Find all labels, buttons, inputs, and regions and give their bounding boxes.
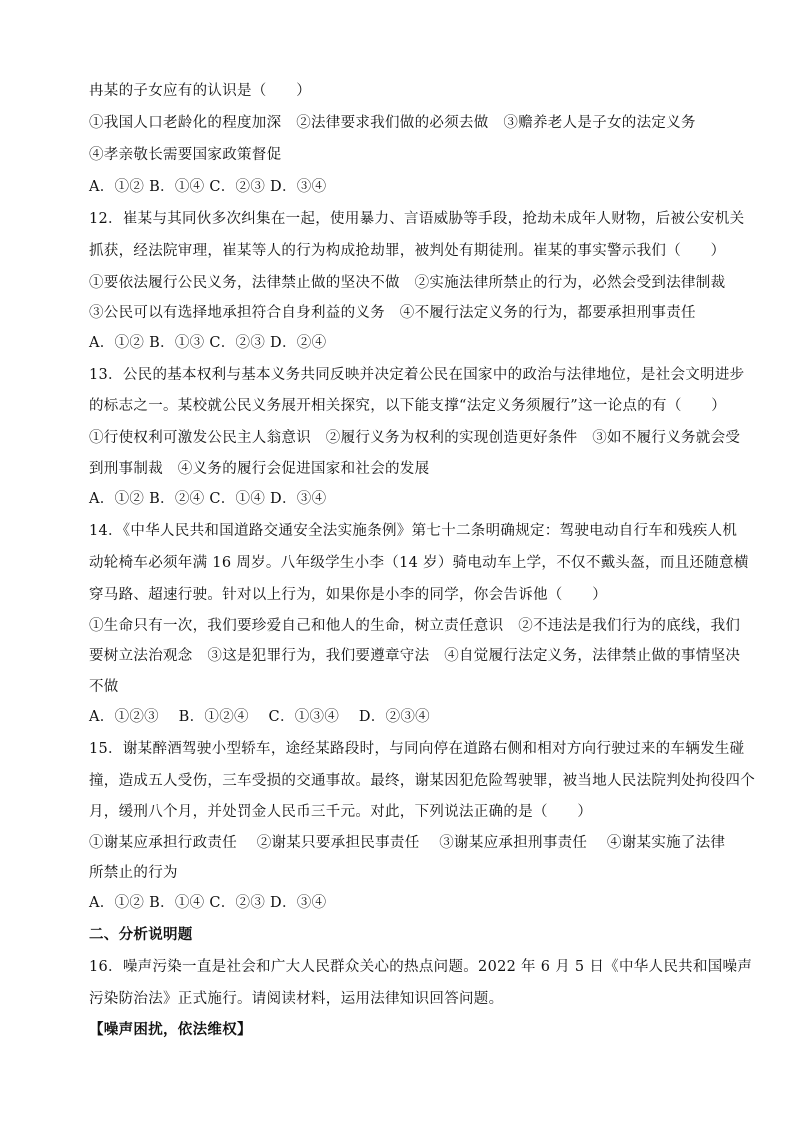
q12-stem-line-1: 12．崔某与其同伙多次纠集在一起，使用暴力、言语威胁等手段，抢劫未成年人财物，后被公安机关	[89, 211, 745, 227]
q11-stem-end: 冉某的子女应有的认识是（ ）	[89, 83, 311, 99]
q12-option-line-1: ①要依法履行公民义务，法律禁止做的坚决不做 ②实施法律所禁止的行为，必然会受到法律制裁	[89, 275, 726, 291]
q11-option-line-1: ①我国人口老龄化的程度加深 ②法律要求我们做的必须去做 ③赡养老人是子女的法定义务	[89, 115, 696, 131]
q11-option-line-2: ④孝亲敬长需要国家政策督促	[89, 147, 282, 163]
q13-option-line-1: ①行使权利可激发公民主人翁意识 ②履行义务为权利的实现创造更好条件 ③如不履行义务就会受	[89, 430, 741, 446]
q14-option-line-2: 要树立法治观念 ③这是犯罪行为，我们要遵章守法 ④自觉履行法定义务，法律禁止做的事情坚决	[89, 648, 741, 664]
q13-stem-line-2: 的标志之一。某校就公民义务展开相关探究，以下能支撑“法定义务须履行”这一论点的有（ ）	[89, 398, 727, 414]
q14-stem-line-1: 14．《中华人民共和国道路交通安全法实施条例》第七十二条明确规定：驾驶电动自行车和残疾人机	[89, 523, 738, 539]
q16-stem-line-1: 16．噪声污染一直是社会和广大人民群众关心的热点问题。2022 年 6 月 5 日《中华人民共和国噪声	[89, 959, 753, 975]
q12-option-line-2: ③公民可以有选择地承担符合自身利益的义务 ④不履行法定义务的行为，都要承担刑事责任	[89, 305, 696, 321]
q14-stem-line-2: 动轮椅车必须年满 16 周岁。八年级学生小李（14 岁）骑电动车上学，不仅不戴头盔，而且还随意横	[89, 555, 749, 571]
q14-option-line-1: ①生命只有一次，我们要珍爱自己和他人的生命，树立责任意识 ②不违法是我们行为的底线，我们	[89, 618, 741, 634]
q12-stem-line-2: 抓获，经法院审理，崔某等人的行为构成抢劫罪，被判处有期徒刑。崔某的事实警示我们（ ）	[89, 243, 726, 259]
q13-stem-line-1: 13．公民的基本权利与基本义务共同反映并决定着公民在国家中的政治与法律地位，是社会文明进步	[89, 367, 745, 383]
q16-material-title: 【噪声困扰，依法维权】	[89, 1021, 252, 1038]
q14-stem-line-3: 穿马路、超速行驶。针对以上行为，如果你是小李的同学，你会告诉他（ ）	[89, 587, 607, 603]
q15-option-line-1: ①谢某应承担行政责任 ②谢某只要承担民事责任 ③谢某应承担刑事责任 ④谢某实施了法律	[89, 835, 726, 851]
q14-option-line-3: 不做	[89, 679, 119, 695]
q16-stem-line-2: 污染防治法》正式施行。请阅读材料，运用法律知识回答问题。	[89, 991, 504, 1007]
q15-answer-choices: A．①② B．①④ C．②③ D．③④	[89, 895, 327, 911]
q13-answer-choices: A．①② B．②④ C．①④ D．③④	[89, 491, 327, 507]
q15-option-line-2: 所禁止的行为	[89, 865, 178, 881]
q11-answer-choices: A．①② B．①④ C．②③ D．③④	[89, 179, 327, 195]
q15-stem-line-1: 15．谢某醉酒驾驶小型轿车，途经某路段时，与同向停在道路右侧和相对方向行驶过来的车辆发生碰	[89, 741, 745, 757]
q14-answer-choices: A．①②③ B．①②④ C．①③④ D．②③④	[89, 709, 430, 725]
section-heading: 二、分析说明题	[89, 926, 193, 943]
q15-stem-line-2: 撞，造成五人受伤，三车受损的交通事故。最终，谢某因犯危险驾驶罪，被当地人民法院判处拘役四个	[89, 773, 755, 789]
q15-stem-line-3: 月，缓刑八个月，并处罚金人民币三千元。对此，下列说法正确的是（ ）	[89, 804, 593, 820]
q12-answer-choices: A．①② B．①③ C．②③ D．②④	[89, 335, 327, 351]
q13-option-line-2: 到刑事制裁 ④义务的履行会促进国家和社会的发展	[89, 461, 430, 477]
